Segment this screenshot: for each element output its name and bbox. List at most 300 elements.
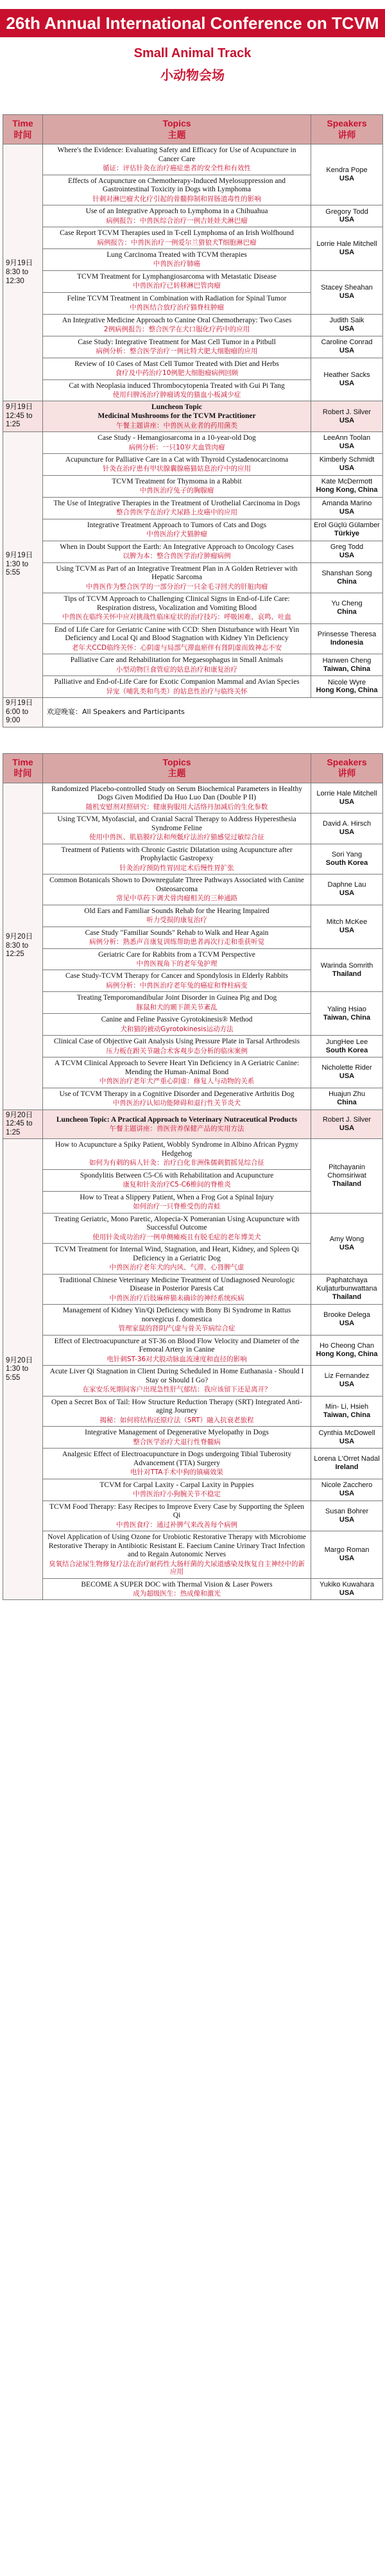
topic-cell (43, 970, 311, 992)
track-title-cn: 小动物会场 (160, 67, 225, 83)
topic-cn: 中兽医治疗老年犬的内风、气滞、心肾脾气虚 (109, 1264, 244, 1272)
topic-cn: 臭氧结合泌尿生物修复疗法在治疗耐药性大肠杆菌的犬尿道感染及恢复自主神经中的新应用 (49, 1560, 305, 1576)
topic-en: Effects of Acupuncture on Chemotherapy-Induced Myelosuppression and Gastrointestinal Toxicity in Dogs with Lymphoma (68, 177, 286, 194)
speaker-country: USA (339, 248, 355, 257)
topic-cn: 常见中草药下调犬骨肉瘤相关的三种通路 (116, 894, 237, 903)
topic-cell (43, 1169, 311, 1191)
topic-cell (43, 144, 311, 175)
schedule-day2 (0, 753, 385, 1601)
speaker-country: Thailand (332, 970, 362, 978)
table-row (3, 992, 383, 1014)
table-row (3, 1501, 383, 1531)
speaker-cell (311, 1479, 383, 1501)
topic-en: An Integrative Medicine Approach to Canine Oral Chemotherapy: Two Cases (62, 316, 292, 324)
speaker-name: Greg Todd (330, 543, 364, 552)
speaker-name: Amy Wong (329, 1235, 364, 1243)
time-cell: 9月19日 6:00 to 9:00 (3, 697, 43, 727)
track-title-en: Small Animal Track (133, 46, 252, 60)
topic-cell (43, 992, 311, 1014)
speaker-country: USA (339, 216, 355, 224)
topic-cell (43, 676, 311, 698)
speaker-name: Min- Li, Hsieh (325, 1402, 369, 1411)
topic-en: TCVM Food Therapy: Easy Recipes to Improve Every Case by Supporting the Spleen Qi (49, 1502, 305, 1520)
topic-cn: 针灸在治疗患有甲状腺囊腺癌猫姑息治疗中的应用 (103, 465, 251, 473)
topic-cell (43, 336, 311, 358)
speaker-cell (311, 1427, 383, 1449)
topic-cn: 中兽医治疗犬猫肿瘤 (146, 530, 207, 539)
topic-en: TCVM Treatment for Thymoma in a Rabbit (112, 477, 242, 485)
speaker-country: USA (339, 175, 355, 182)
table-row (3, 336, 383, 358)
topic-cell (43, 593, 311, 624)
table-row (3, 358, 383, 379)
speaker-cell (311, 783, 383, 814)
speaker-name: Nicole Zacchero (321, 1481, 373, 1490)
topic-cell (43, 358, 311, 379)
topic-en: Using TCVM as Part of an Integrative Treatment Plan in A Golden Retriever with Hepatic Sarcoma (56, 564, 298, 582)
topic-en: Luncheon Topic Medicinal Mushrooms for the TCVM Practitioner (98, 403, 256, 420)
speaker-name: Lorrie Hale Mitchell (316, 240, 377, 248)
speaker-country: China (337, 577, 357, 586)
topic-cn: 病例分析：熟悉声音康复训练帮助患者再次行走和重获听觉 (89, 938, 264, 946)
topic-cn: 中兽医作为整合医学的一部分治疗一只金毛寻回犬的肝脏肉瘤 (85, 582, 268, 591)
topic-cn: 使用归脾汤治疗肿瘤诱发的猫血小板减少症 (112, 391, 241, 399)
speaker-name: David A. Hirsch (322, 820, 372, 828)
topic-en: Geriatric Care for Rabbits from a TCVM Perspective (98, 950, 255, 959)
topic-en: Common Botanicals Shown to Downregulate Three Pathways Associated with Canine Osteosarcoma (49, 876, 304, 893)
topic-en: Traditional Chinese Veterinary Medicine Treatment of Undiagnosed Neurologic Disease in Posterior Paresis Cat (58, 1276, 295, 1293)
topic-cell (43, 431, 311, 453)
speaker-cell (311, 1531, 383, 1578)
topic-cell (43, 227, 311, 248)
table-header-row (3, 115, 383, 144)
topic-cell (43, 1213, 311, 1244)
speaker-country: Hong Kong, China (316, 1350, 378, 1358)
topic-cn: 在家安乐死期间客户出现急性肝气郁结：我应该留下还是离开？ (82, 1386, 271, 1394)
topic-en: Old Ears and Familiar Sounds Rehab for the Hearing Impaired (84, 907, 270, 915)
col-header-speakers: Speakers 讲师 (311, 753, 383, 783)
topic-cell (43, 519, 311, 541)
time-cell: 9月20日 12:45 to 1:25 (3, 1110, 43, 1139)
topic-en: Novel Application of Using Ozone for Urobiotic Restorative Therapy with Microbiome Restorative Therapy in Antibiotic Resistant E. Faecium Canine Urinary Tract Infection and to Regain Autonomic Nerves (47, 1533, 306, 1559)
speaker-country: USA (339, 1072, 355, 1081)
topic-en: Tips of TCVM Approach to Challenging Clinical Signs in End-of-Life Care: Respiration distress, Vocalization and Vomiting Blood (64, 595, 290, 612)
col-header-topics: Topics 主题 (43, 115, 311, 144)
topic-cell (43, 205, 311, 227)
speaker-country: Taiwan, China (323, 665, 371, 673)
speaker-country: USA (339, 292, 355, 300)
speaker-country: Indonesia (330, 638, 364, 647)
table-row (3, 593, 383, 624)
topic-cn: 电针对TTA手术中狗的镇痛效果 (130, 1468, 223, 1477)
topic-cn: 食疗及中药治疗10例肥大细胞瘤病例回顾 (115, 369, 239, 378)
table-row (3, 814, 383, 844)
speaker-cell (311, 676, 383, 698)
topic-cn: 犬和猫的被动Gyrotokinesis运动方法 (120, 1025, 234, 1033)
topic-cell (43, 844, 311, 875)
topic-cn: 病例报告：中兽医综合治疗一例吉娃娃犬淋巴瘤 (106, 216, 248, 225)
topic-cell (43, 1036, 311, 1057)
table-row (3, 875, 383, 905)
topic-cn: 整合兽医学在治疗犬尿路上皮癌中的应用 (116, 509, 237, 517)
speaker-country: USA (339, 416, 355, 424)
speaker-cell (311, 314, 383, 336)
topic-cell (43, 1057, 311, 1088)
topic-cell (43, 1110, 311, 1139)
topic-en: Where's the Evidence: Evaluating Safety and Efficacy for Use of Acupuncture in Cancer Care (57, 146, 296, 163)
table-row (3, 1366, 383, 1397)
topic-cn: 病例分析：一只10岁犬血管肉瘤 (128, 443, 225, 451)
topic-cn: 中兽医治疗兔子的胸腺瘤 (139, 487, 214, 495)
col-header-time: Time 时间 (3, 753, 43, 783)
speaker-name: Huajun Zhu (329, 1090, 365, 1099)
speaker-name: Heather Sacks (323, 371, 370, 379)
topic-en: TCVM for Carpal Laxity - Carpal Laxity in Puppies (99, 1481, 254, 1489)
topic-en: Review of 10 Cases of Mast Cell Tumor Treated with Diet and Herbs (74, 360, 279, 368)
schedule-table-day2 (3, 753, 383, 1601)
speaker-name: Stacey Sheahan (321, 284, 373, 292)
topic-cn: 异宠（哺乳类和鸟类）的姑息性治疗与临终关怀 (106, 687, 248, 695)
table-row (3, 1578, 383, 1600)
conference-title: 26th Annual International Conference on TCVM (0, 9, 385, 37)
topic-en: TCVM Treatment for Lymphangiosarcoma with Metastatic Disease (76, 272, 277, 281)
speaker-cell (311, 401, 383, 432)
speaker-name: Brooke Delega (323, 1311, 370, 1319)
topic-cell (43, 541, 311, 562)
speaker-cell (311, 1501, 383, 1531)
speaker-cell (311, 562, 383, 593)
table-row (3, 205, 383, 227)
table-row (3, 1139, 383, 1170)
speaker-name: Lorrie Hale Mitchell (316, 789, 377, 797)
speaker-country: USA (339, 1243, 355, 1251)
speaker-name: Kimberly Schmidt (319, 456, 375, 464)
table-row (3, 1088, 383, 1110)
col-header-speakers: Speakers 讲师 (311, 115, 383, 144)
speaker-name: Prinsesse Theresa (317, 630, 377, 638)
speaker-country: South Korea (325, 1046, 368, 1054)
time-cell: 9月19日 12:45 to 1:25 (3, 401, 43, 432)
topic-cn: 中兽医治疗老年犬严重心阴虚：修复人与动物的关系 (99, 1077, 255, 1086)
speaker-name: Cynthia McDowell (318, 1429, 375, 1437)
speaker-country: Taiwan, China (323, 1013, 371, 1022)
table-header-row (3, 753, 383, 783)
topic-cn: 针刺对淋巴瘤犬化疗引起的骨髓抑制和胃肠道毒性的影响 (92, 195, 261, 203)
topic-cell (43, 292, 311, 314)
table-row (3, 623, 383, 654)
speaker-cell (311, 144, 383, 205)
table-row (3, 948, 383, 970)
speaker-name: Warinda Somrith (320, 961, 373, 970)
table-row (3, 1213, 383, 1244)
speaker-country: China (337, 1099, 357, 1107)
topic-cell (43, 1366, 311, 1397)
speaker-country: USA (339, 325, 355, 333)
table-row (3, 562, 383, 593)
speaker-cell (311, 1396, 383, 1427)
topic-cn: 使用中兽医、肌筋膜疗法和颅骶疗法治疗猫感觉过敏综合征 (89, 833, 264, 842)
topic-en: Acute Liver Qi Stagnation in Client During Scheduled in Home Euthanasia - Should I Stay or Should I Go? (49, 1368, 304, 1384)
speaker-name: Sori Yang (331, 850, 363, 858)
topic-en: The Use of Integrative Therapies in the Treatment of Urothelial Carcinoma in Dogs (53, 499, 300, 507)
speaker-name: Judith Saik (329, 317, 364, 325)
lunch-row (3, 401, 383, 432)
topic-cn: 2例病例报告：整合医学在犬口服化疗药中的应用 (103, 326, 250, 334)
table-row (3, 541, 383, 562)
topic-cell (43, 379, 311, 401)
table-row (3, 453, 383, 475)
topic-en: Palliative and End-of-Life Care for Exotic Companion Mammal and Avian Species (54, 678, 300, 686)
table-row (3, 1449, 383, 1479)
speaker-country: Thailand (332, 1179, 362, 1188)
speaker-country: Ireland (335, 1463, 359, 1472)
speaker-cell (311, 358, 383, 401)
topic-cell (43, 1335, 311, 1366)
speaker-name: LeeAnn Toolan (323, 434, 371, 442)
topic-cell (43, 1501, 311, 1531)
table-row (3, 314, 383, 336)
speaker-cell (311, 1139, 383, 1213)
topic-cn: 中兽医治疗认知功能障碍和退行性关节炎犬 (112, 1099, 241, 1108)
speaker-country: USA (339, 379, 355, 387)
speaker-country: USA (339, 1319, 355, 1328)
speaker-country: Hong Kong, China (316, 686, 378, 695)
speaker-cell (311, 1578, 383, 1600)
topic-en: Randomized Placebo-controlled Study on Serum Biochemical Parameters in Healthy Dogs Given Modified Da Huo Luo Dan (Double P II) (51, 785, 302, 802)
speaker-cell (311, 844, 383, 875)
topic-cn: 整合医学治疗犬退行性脊髓病 (133, 1438, 221, 1446)
time-cell: 9月19日 1:30 to 5:55 (3, 431, 43, 697)
topic-cell (43, 927, 311, 948)
topic-cn: 中兽医食疗：通过补脾气来改善每个病例 (116, 1520, 237, 1529)
speaker-country: USA (339, 552, 355, 560)
time-cell: 9月19日 8:30 to 12:30 (3, 144, 43, 401)
speaker-cell (311, 948, 383, 992)
speaker-name: Kendra Pope (326, 166, 368, 175)
speaker-country: Taiwan, China (323, 1411, 371, 1419)
topic-cell (43, 1479, 311, 1501)
topic-en: Case Study: Integrative Treatment for Mast Cell Tumor in a Pitbull (78, 338, 276, 346)
speaker-name: Lorena L'Orret Nadal (314, 1455, 380, 1463)
speaker-name: Hanwen Cheng (322, 656, 372, 665)
topic-cn: 老年犬CCD临终关怀：心阴虚与局部气滞血瘀伴有肾阴虚而致神志不安 (71, 643, 282, 652)
speaker-name: Yu Cheng (331, 600, 363, 608)
speaker-cell (311, 431, 383, 453)
speaker-cell (311, 1274, 383, 1305)
speaker-name: Nicholette Rider (321, 1064, 372, 1072)
topic-en: Case Report TCVM Therapies used in T-cell Lymphoma of an Irish Wolfhound (60, 229, 294, 237)
schedule-table-day1 (3, 114, 383, 727)
speaker-country: USA (339, 1437, 355, 1445)
speaker-cell (311, 227, 383, 270)
speaker-cell (311, 497, 383, 519)
time-cell: 9月20日 8:30 to 12:25 (3, 783, 43, 1110)
speaker-name: Gregory Todd (325, 207, 368, 216)
col-header-topics: Topics 主题 (43, 753, 311, 783)
table-row (3, 1305, 383, 1336)
speaker-cell (311, 1305, 383, 1336)
topic-cell (43, 562, 311, 593)
topic-en: Using TCVM, Myofascial, and Cranial Sacral Therapy to Address Hyperesthesia Syndrome Feline (57, 815, 296, 832)
speaker-cell (311, 814, 383, 844)
topic-cell (43, 783, 311, 814)
speaker-name: Ho Cheong Chan (319, 1341, 374, 1350)
topic-en: Case Study - Hemangiosarcoma in a 10-year-old Dog (98, 433, 256, 442)
speaker-cell (311, 1449, 383, 1479)
speaker-name: Robert J. Silver (322, 1116, 372, 1124)
speaker-name: Caroline Conrad (321, 338, 373, 347)
table-row (3, 1427, 383, 1449)
topic-cell (43, 270, 311, 292)
topic-en: Use of TCVM Therapy in a Cognitive Disorder and Degenerative Arthritis Dog (59, 1090, 295, 1098)
table-row (3, 676, 383, 698)
time-cell: 9月20日 1:30 to 5:55 (3, 1139, 43, 1600)
topic-en: Cat with Neoplasia induced Thrombocytopenia Treated with Gui Pi Tang (69, 381, 285, 390)
topic-en: How to Acupuncture a Spiky Patient, Wobbly Syndrome in Albino African Pygmy Hedgehog (55, 1141, 298, 1158)
topic-cn: 如何治疗一只脊椎受伤的青蛙 (133, 1203, 221, 1211)
table-row (3, 1335, 383, 1366)
speaker-country: South Korea (325, 858, 368, 867)
topic-cell (43, 497, 311, 519)
col-header-time: Time 时间 (3, 115, 43, 144)
speaker-country: USA (339, 508, 355, 516)
speaker-cell (311, 541, 383, 562)
topic-cn: 豚鼠和犬的颞下颌关节紊乱 (136, 1003, 218, 1011)
table-row (3, 1531, 383, 1578)
speaker-country: Thailand (332, 1293, 362, 1301)
speaker-country: USA (339, 828, 355, 837)
topic-cell (43, 1014, 311, 1036)
speaker-cell (311, 475, 383, 497)
topic-en: Effect of Electroacupuncture at ST-36 on Blood Flow Velocity and Diameter of the Femoral Artery in Canine (54, 1337, 300, 1354)
table-row (3, 654, 383, 676)
topic-cn: 中兽医治疗小狗腕关节不稳定 (133, 1490, 221, 1499)
topic-en: Integrative Management of Degenerative Myelopathy in Dogs (85, 1429, 269, 1437)
topic-cell (43, 654, 311, 676)
topic-cell (43, 875, 311, 905)
speaker-cell (311, 1213, 383, 1274)
topic-cell (43, 948, 311, 970)
section-gap (0, 727, 385, 753)
topic-cn: 中兽医结合放疗治疗猫脊柱肿瘤 (130, 304, 224, 312)
table-row (3, 475, 383, 497)
topic-cell (43, 248, 311, 270)
speaker-cell (311, 205, 383, 227)
speaker-country: USA (339, 442, 355, 451)
speaker-country: USA (339, 1554, 355, 1563)
topic-cell (43, 1088, 311, 1110)
speaker-cell (311, 623, 383, 654)
speaker-country: USA (339, 347, 355, 355)
topic-cn: 中兽医视角下的老年兔护理 (136, 960, 218, 968)
topic-cell (43, 1531, 311, 1578)
topic-cn: 康复和针灸治疗C5-C6椎间的脊椎炎 (123, 1181, 231, 1189)
table-row (3, 905, 383, 927)
topic-cell (43, 453, 311, 475)
table-row (3, 1057, 383, 1088)
speaker-country: USA (339, 1515, 355, 1524)
speaker-country: China (337, 608, 357, 616)
topic-cn: 病例报告：中兽医治疗一例爱尔兰猎狼犬T细胞淋巴瘤 (97, 238, 257, 247)
topic-cell (43, 1139, 311, 1170)
speaker-country: USA (339, 1124, 355, 1132)
speaker-cell (311, 1366, 383, 1397)
topic-cn: 压力板在跗关节融合术客观步态分析的临床案例 (106, 1047, 248, 1055)
topic-en: Feline TCVM Treatment in Combination with Radiation for Spinal Tumor (67, 294, 287, 302)
table-row (3, 519, 383, 541)
topic-en: Spondylitis Between C5-C6 with Rehabilitation and Acupuncture (80, 1171, 274, 1179)
speaker-name: Liz Fernandez (324, 1372, 370, 1380)
speaker-name: JungHee Lee (325, 1038, 368, 1046)
topic-en: Management of Kidney Yin/Qi Deficiency with Bony Bi Syndrome in Rattus norvegicus f. domestica (62, 1307, 291, 1323)
speaker-name: Nicole Wyre (327, 678, 366, 686)
topic-en: Clinical Case of Objective Gait Analysis Using Pressure Plate in Tarsal Arthrodesis (53, 1038, 300, 1046)
topic-en: Analgesic Effect of Electroacupuncture in Dogs undergoing Tibial Tuberosity Advancement (TTA) Surgery (62, 1450, 292, 1467)
topic-en: Case Study-TCVM Therapy for Cancer and Spondylosis in Elderly Rabbits (65, 972, 288, 980)
topic-cn: 中兽医治疗已转移淋巴管肉瘤 (133, 282, 221, 290)
speaker-name: Kate McDermott (321, 478, 373, 486)
speaker-cell (311, 519, 383, 541)
topic-cell (43, 175, 311, 205)
table-row (3, 1274, 383, 1305)
topic-cn: 使用针灸成功治疗一例单侧瘫痪且有脱毛症的老年博美犬 (92, 1233, 261, 1241)
table-row (3, 1479, 383, 1501)
topic-cell (43, 1396, 311, 1427)
table-row (3, 431, 383, 453)
topic-cell (43, 905, 311, 927)
schedule-day1 (0, 114, 385, 727)
speaker-country: USA (339, 1490, 355, 1498)
speaker-name: Shanshan Song (321, 569, 372, 577)
topic-en: Integrative Treatment Approach to Tumors of Cats and Dogs (87, 521, 267, 529)
topic-cn: 午餐主题讲座：中兽医从业者的药用菌类 (116, 421, 237, 430)
topic-cn: 以脾为本：整合兽医学治疗肿瘤病例 (123, 552, 231, 561)
topic-en: Luncheon Topic: A Practical Approach to Veterinary Nutraceutical Products (56, 1115, 298, 1124)
topic-cell (43, 623, 311, 654)
speaker-name: Susan Bohrer (325, 1507, 369, 1515)
page-header (0, 0, 385, 114)
speaker-name: Yukiko Kuwahara (320, 1581, 374, 1588)
topic-cn: 成为超级医生：热成像和激光 (133, 1590, 221, 1598)
topic-cell (43, 1244, 311, 1275)
speaker-name: Daphne Lau (327, 881, 366, 889)
speaker-cell (311, 992, 383, 1036)
topic-cell (43, 814, 311, 844)
topic-cn: 听力受损的康复治疗 (146, 916, 207, 925)
table-row (3, 497, 383, 519)
topic-cn: 随机安慰剂对照研究：健康狗服用大活络丹加减后的生化参数 (85, 803, 268, 811)
topic-cn: 中兽医在临终关怀中应对挑战性临床症状的治疗技巧：呼吸困难、哀鸣、吐血 (62, 613, 291, 622)
topic-cell (43, 1427, 311, 1449)
speaker-name: Margo Roman (324, 1546, 370, 1554)
topic-en: Canine and Feline Passive Gyrotokinesis® Method (101, 1016, 253, 1024)
topic-en: Treating Geriatric, Mono Paretic, Alopecia-X Pomeranian Using Acupuncture with Successful Outcome (54, 1215, 300, 1232)
topic-cn: 午餐主题讲座：兽医营养保健产品的实用方法 (109, 1125, 244, 1133)
topic-en: TCVM Treatment for Internal Wind, Stagnation, and Heart, Kidney, and Spleen Qi Deficiency in a Geriatric Dog (55, 1246, 299, 1262)
topic-cn: 针灸治疗预防性胃固定术后慢性胃扩张 (119, 864, 234, 872)
speaker-country: USA (339, 1588, 355, 1597)
speaker-name: Paphatchaya Kuljaturbunwattana (316, 1276, 377, 1293)
welcome-row (3, 697, 383, 727)
topic-en: BECOME A SUPER DOC with Thermal Vision & Laser Powers (81, 1580, 273, 1588)
table-row (3, 1396, 383, 1427)
topic-en: Open a Secret Box of Tail: How Structure Reduction Therapy (SRT) Integrated Anti-aging Journey (51, 1398, 302, 1415)
topic-cn: 如何为有刺的病人针灸：治疗白化非洲侏儒刺猬摇晃综合征 (89, 1159, 264, 1167)
speaker-cell (311, 1057, 383, 1088)
topic-en: Treatment of Patients with Chronic Gastric Dilatation using Acupuncture after Prophylactic Gastropexy (61, 846, 293, 863)
topic-cn: 病例分析：整合医学治疗一例比特犬肥大细胞瘤的应用 (96, 347, 258, 356)
topic-cell (43, 314, 311, 336)
